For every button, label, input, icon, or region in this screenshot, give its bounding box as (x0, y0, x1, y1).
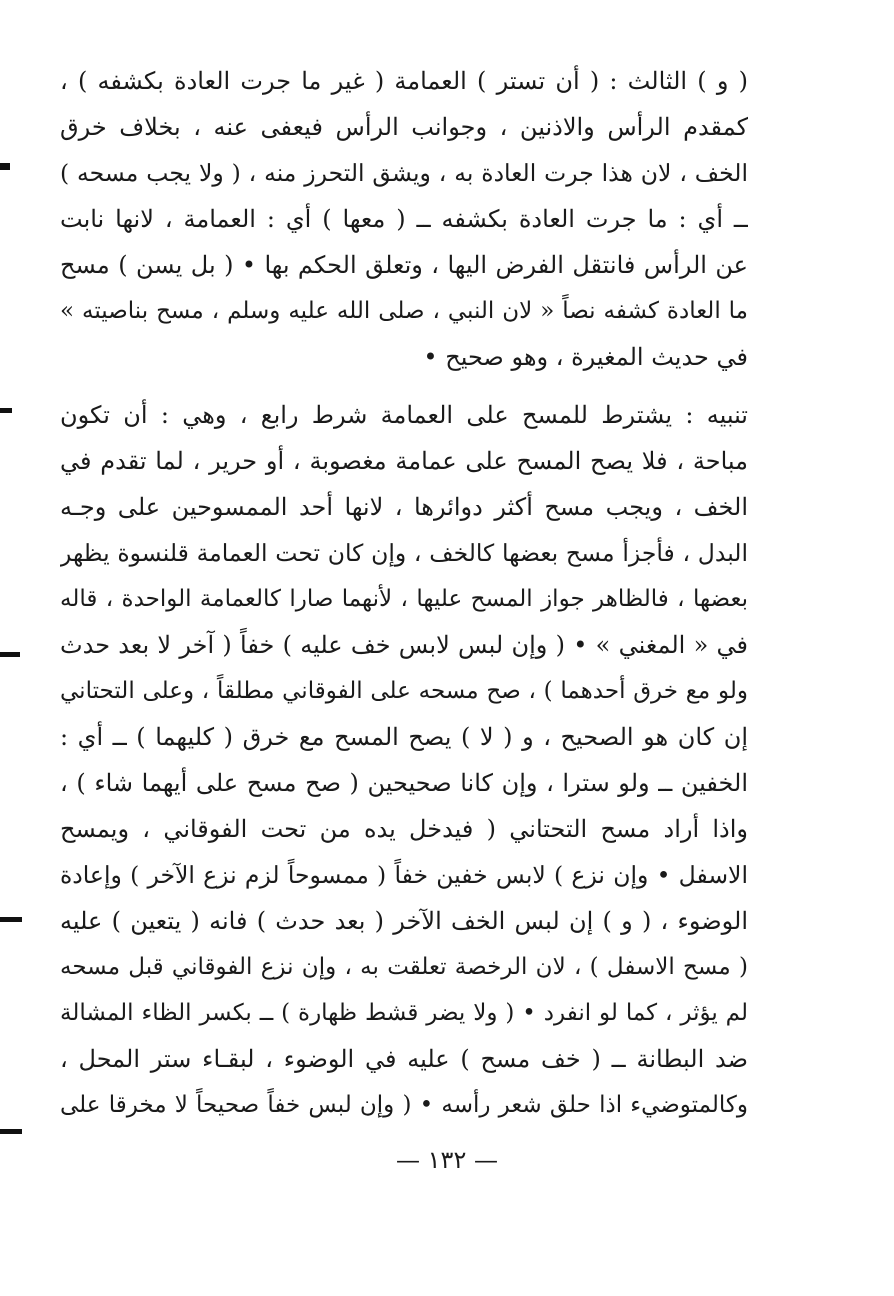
text-line: الاسفل • وإن نزع ) لابس خفين خفاً ( ممسوحاً لزم نزع الآخر ) وإعادة (60, 861, 748, 889)
text-line: واذا أراد مسح التحتاني ( فيدخل يده من تحت الفوقاني ، ويمسح (60, 815, 748, 843)
paragraph-2 (60, 392, 748, 1128)
text-line: ولو مع خرق أحدهما ) ، صح مسحه على الفوقاني مطلقاً ، وعلى التحتاني (60, 678, 748, 704)
binding-mark (0, 408, 12, 413)
text-line: ما العادة كشفه نصاً « لان النبي ، صلى الله عليه وسلم ، مسح بناصيته » (60, 298, 748, 324)
text-line: عن الرأس فانتقل الفرض اليها ، وتعلق الحكم بها • ( بل يسن ) مسح (60, 251, 748, 279)
text-line: الخف ، لان هذا جرت العادة به ، ويشق التحرز منه ، ( ولا يجب مسحه ) (60, 159, 748, 187)
text-line: بعضها ، فالظاهر جواز المسح عليها ، لأنهما صارا كالعمامة الواحدة ، قاله (60, 586, 748, 612)
text-line: لم يؤثر ، كما لو انفرد • ( ولا يضر قشط ظهارة ) ــ بكسر الظاء المشالة (60, 1000, 748, 1026)
text-line: كمقدم الرأس والاذنين ، وجوانب الرأس فيعفى عنه ، بخلاف خرق (60, 113, 748, 141)
binding-mark (0, 163, 10, 170)
text-line: إن كان هو الصحيح ، و ( لا ) يصح المسح مع خرق ( كليهما ) ــ أي : (60, 723, 748, 751)
text-line: الخفين ــ ولو سترا ، وإن كانا صحيحين ( صح مسح على أيهما شاء ) ، (60, 769, 748, 797)
text-line: في « المغني » • ( وإن لبس لابس خف عليه ) خفاً ( آخر لا بعد حدث (60, 631, 748, 659)
text-line: ضد البطانة ــ ( خف مسح ) عليه في الوضوء ، لبقـاء ستر المحل ، (60, 1045, 748, 1073)
text-line: وكالمتوضيء اذا حلق شعر رأسه • ( وإن لبس خفاً صحيحاً لا مخرقا على (60, 1092, 748, 1118)
binding-mark (0, 1129, 22, 1134)
text-line: ( و ) الثالث : ( أن تستر ) العمامة ( غير ما جرت العادة بكشفه ) ، (60, 67, 748, 95)
text-line: الخف ، ويجب مسح أكثر دوائرها ، لانها أحد الممسوحين على وجـه (60, 493, 748, 521)
text-line: ( مسح الاسفل ) ، لان الرخصة تعلقت به ، وإن نزع الفوقاني قبل مسحه (60, 954, 748, 980)
text-line: الوضوء ، ( و ) إن لبس الخف الآخر ( بعد حدث ) فانه ( يتعين ) عليه (60, 907, 748, 935)
page-number: — ١٣٢ — (396, 1146, 498, 1174)
binding-mark (0, 652, 20, 657)
binding-mark (0, 917, 22, 922)
text-line: البدل ، فأجزأ مسح بعضها كالخف ، وإن كان تحت العمامة قلنسوة يظهر (60, 539, 748, 567)
text-line: في حديث المغيرة ، وهو صحيح • (423, 343, 748, 371)
paragraph-1 (60, 58, 748, 380)
text-line: مباحة ، فلا يصح المسح على عمامة مغصوبة ، أو حرير ، لما تقدم في (60, 447, 748, 475)
text-line: تنبيه : يشترط للمسح على العمامة شرط رابع ، وهي : أن تكون (60, 401, 748, 429)
text-line: ــ أي : ما جرت العادة بكشفه ــ ( معها ) أي : العمامة ، لانها نابت (60, 205, 748, 233)
